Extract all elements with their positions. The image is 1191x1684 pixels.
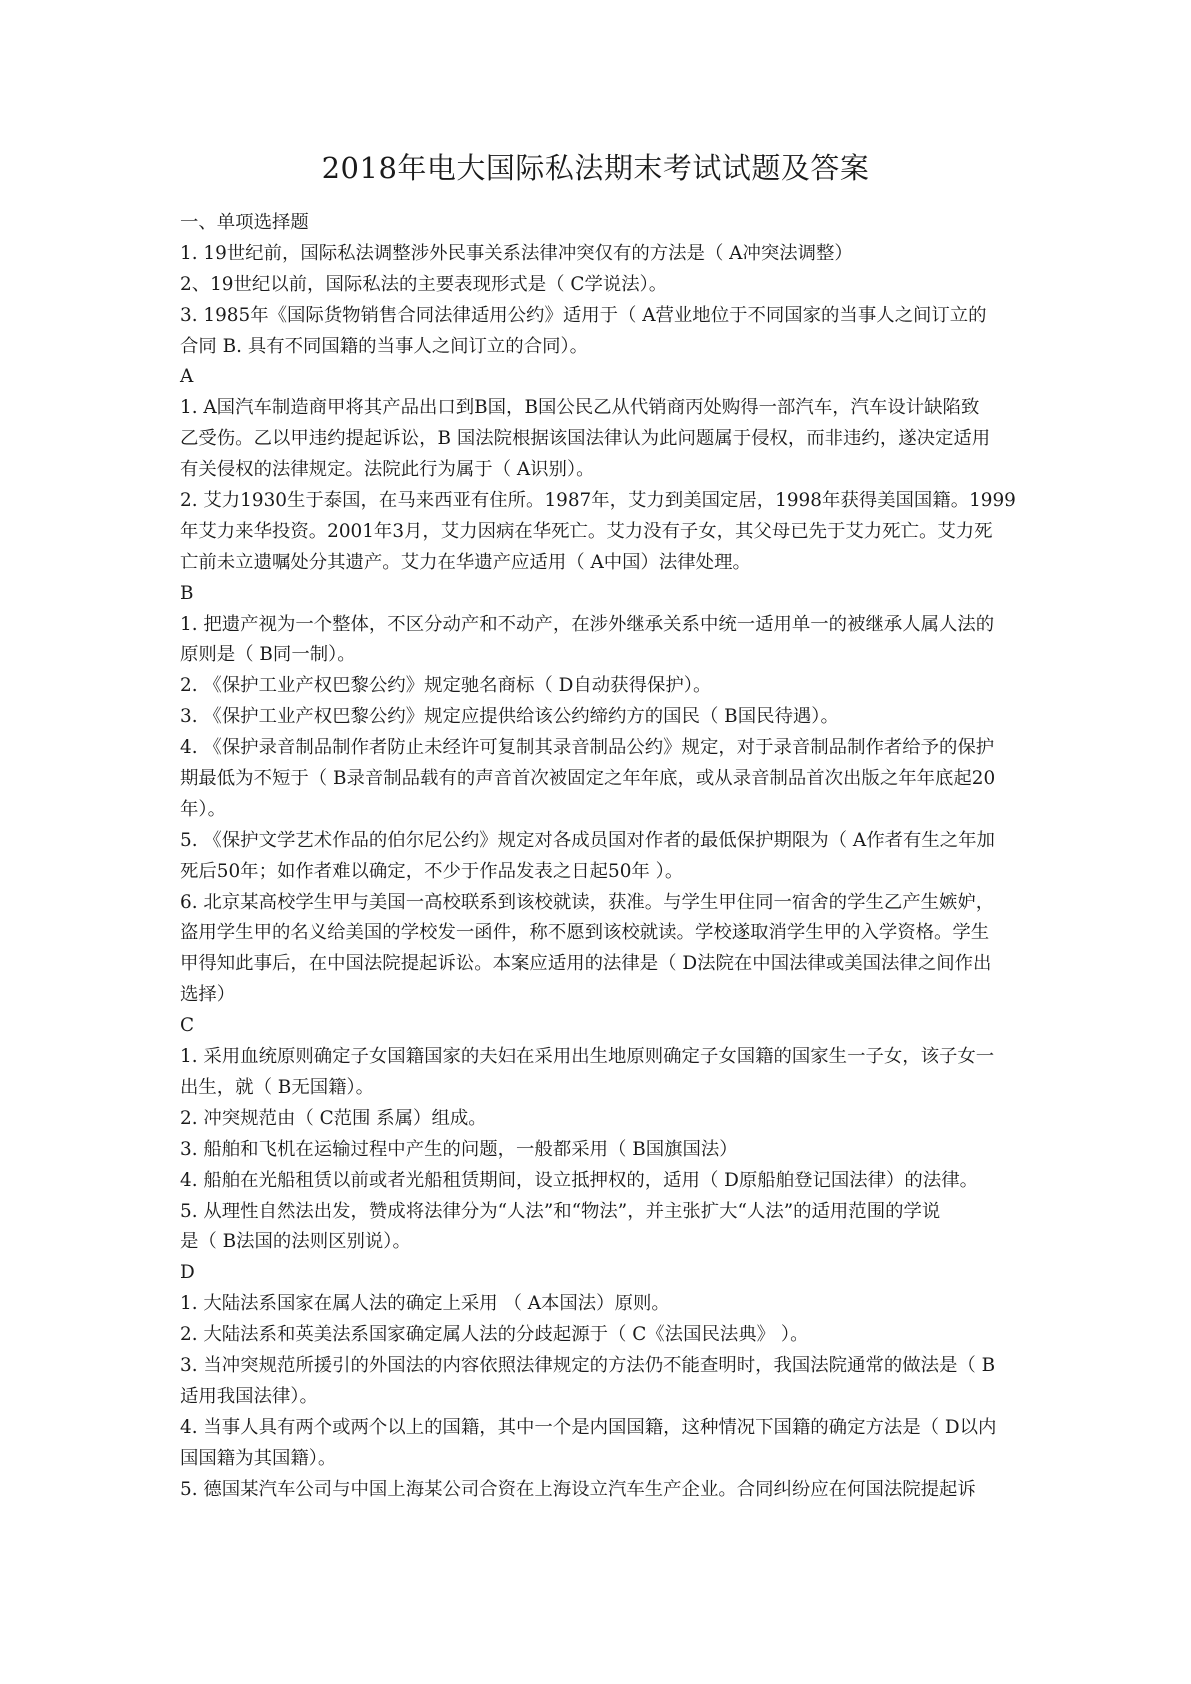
text-line: 2. 大陆法系和英美法系国家确定属人法的分歧起源于（ C《法国民法典》 ）。	[180, 1324, 809, 1346]
text-line: 选择）	[180, 984, 236, 1006]
text-line: 年艾力来华投资。2001年3月，艾力因病在华死亡。艾力没有子女，其父母已先于艾力死亡。艾力死	[180, 520, 993, 542]
document-title: 2018年电大国际私法期末考试试题及答案	[321, 151, 870, 185]
text-line: 1. 大陆法系国家在属人法的确定上采用 （ A本国法）原则。	[180, 1293, 670, 1315]
text-line: 期最低为不短于（ B录音制品载有的声音首次被固定之年年底，或从录音制品首次出版之年年底起20	[180, 768, 996, 790]
text-line: 国国籍为其国籍）。	[180, 1447, 337, 1469]
text-line: 1. 采用血统原则确定子女国籍国家的夫妇在采用出生地原则确定子女国籍的国家生一子女，该子女一	[180, 1046, 995, 1068]
text-line: 原则是（ B同一制）。	[180, 644, 356, 666]
text-line: 5. 《保护文学艺术作品的伯尔尼公约》规定对各成员国对作者的最低保护期限为（ A作者有生之年加	[180, 829, 995, 851]
text-line: 有关侵权的法律规定。法院此行为属于（ A识别）。	[180, 459, 595, 481]
document-body	[180, 208, 1110, 1505]
text-line: 1. A国汽车制造商甲将其产品出口到B国，B国公民乙从代销商丙处购得一部汽车，汽车设计缺陷致	[180, 397, 980, 419]
letter-heading: A	[180, 366, 194, 388]
text-line: 4. 当事人具有两个或两个以上的国籍，其中一个是内国国籍，这种情况下国籍的确定方法是（ D以内	[180, 1416, 997, 1438]
text-line: 3. 《保护工业产权巴黎公约》规定应提供给该公约缔约方的国民（ B国民待遇）。	[180, 706, 839, 728]
text-line: 5. 德国某汽车公司与中国上海某公司合资在上海设立汽车生产企业。合同纠纷应在何国法院提起诉	[180, 1478, 976, 1500]
text-line: 2. 冲突规范由（ C范围 系属）组成。	[180, 1107, 487, 1129]
text-line: 4. 船舶在光船租赁以前或者光船租赁期间，设立抵押权的，适用（ D原船舶登记国法律）的法律。	[180, 1169, 978, 1191]
text-line: 是（ B法国的法则区别说）。	[180, 1231, 411, 1253]
text-line: 6. 北京某高校学生甲与美国一高校联系到该校就读，获准。与学生甲住同一宿舍的学生乙产生嫉妒，	[180, 891, 995, 913]
text-line: 适用我国法律）。	[180, 1385, 318, 1407]
text-line: 乙受伤。乙以甲违约提起诉讼，B 国法院根据该国法律认为此问题属于侵权，而非违约，遂决定适用	[180, 428, 991, 450]
text-line: 3. 1985年《国际货物销售合同法律适用公约》适用于（ A营业地位于不同国家的当事人之间订立的	[180, 304, 987, 326]
text-line: 4. 《保护录音制品制作者防止未经许可复制其录音制品公约》规定，对于录音制品制作者给予的保护	[180, 737, 995, 759]
text-line: 3. 船舶和飞机在运输过程中产生的问题，一般都采用（ B国旗国法）	[180, 1138, 738, 1160]
text-line: 年）。	[180, 798, 226, 820]
text-line: 死后50年；如作者难以确定，不少于作品发表之日起50年 ）。	[180, 860, 684, 882]
text-line: 亡前未立遗嘱处分其遗产。艾力在华遗产应适用（ A中国）法律处理。	[180, 551, 751, 573]
letter-heading: B	[180, 582, 194, 604]
text-line: 甲得知此事后，在中国法院提起诉讼。本案应适用的法律是（ D法院在中国法律或美国法律之间作出	[180, 953, 992, 975]
text-line: 出生，就（ B无国籍）。	[180, 1076, 375, 1098]
text-line: 2. 《保护工业产权巴黎公约》规定驰名商标（ D自动获得保护）。	[180, 675, 712, 697]
text-line: 合同 B. 具有不同国籍的当事人之间订立的合同）。	[180, 335, 589, 357]
section-heading: 一、单项选择题	[180, 212, 309, 233]
text-line: 3. 当冲突规范所援引的外国法的内容依照法律规定的方法仍不能查明时，我国法院通常的做法是（ B	[180, 1354, 996, 1376]
text-line: 盗用学生甲的名义给美国的学校发一函件，称不愿到该校就读。学校遂取消学生甲的入学资格。学生	[180, 922, 990, 944]
text-line: 2、19世纪以前，国际私法的主要表现形式是（ C学说法）。	[180, 273, 668, 295]
text-line: 1. 把遗产视为一个整体，不区分动产和不动产，在涉外继承关系中统一适用单一的被继承人属人法的	[180, 613, 995, 635]
text-line: 5. 从理性自然法出发，赞成将法律分为“人法”和“物法”，并主张扩大“人法”的适用范围的学说	[180, 1200, 941, 1222]
text-line: 1. 19世纪前，国际私法调整涉外民事关系法律冲突仅有的方法是（ A冲突法调整）	[180, 242, 853, 264]
letter-heading: C	[180, 1015, 195, 1037]
letter-heading: D	[180, 1262, 195, 1284]
text-line: 2. 艾力1930生于泰国，在马来西亚有住所。1987年，艾力到美国定居，1998年获得美国国籍。1999	[180, 490, 1016, 512]
